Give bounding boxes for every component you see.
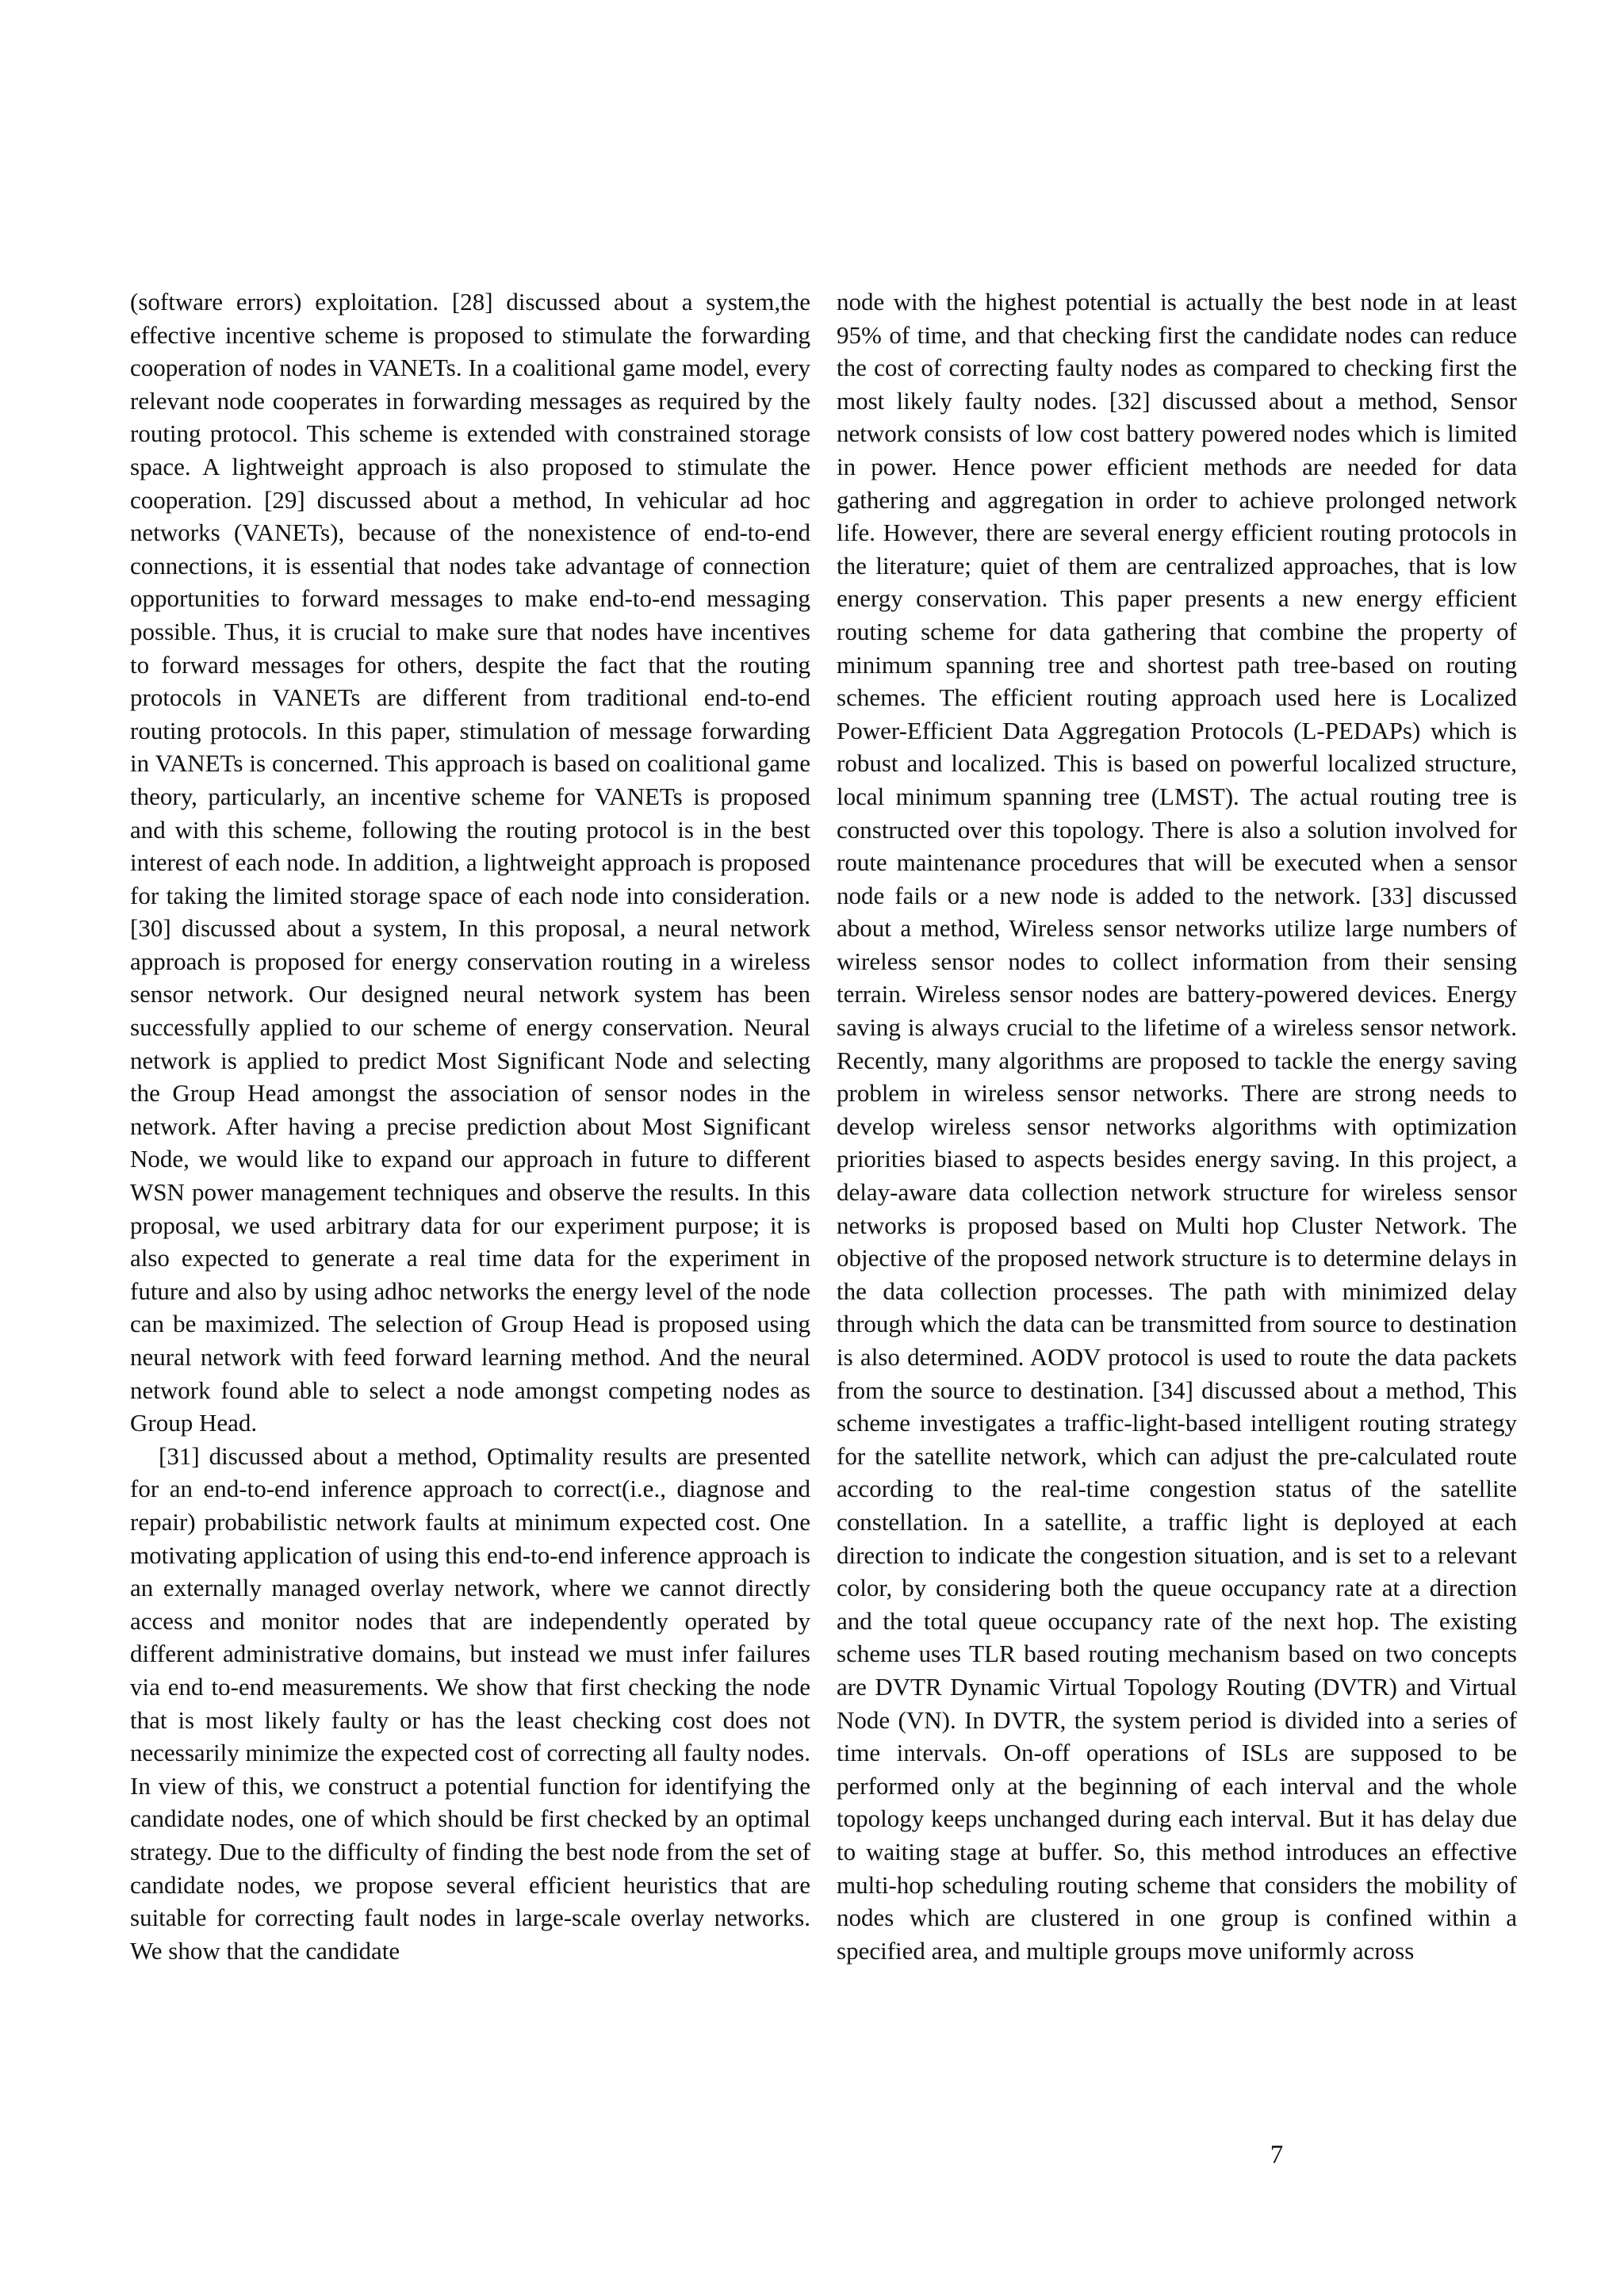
right-text-column bbox=[837, 285, 1517, 1967]
page-number: 7 bbox=[1270, 2141, 1284, 2169]
left-paragraph-1: (software errors) exploitation. [28] discussed about a system,the effective incentive scheme is proposed to stimulate the forwarding cooperation of nodes in VANETs. In a coalitional game model, every relevant node cooperates in forwarding messages as required by the routing protocol. This scheme is extended with constrained storage space. A lightweight approach is also proposed to stimulate the cooperation. [29] discussed about a method, In vehicular ad hoc networks (VANETs), because of the nonexistence of end-to-end connections, it is essential that nodes take advantage of connection opportunities to forward messages to make end-to-end messaging possible. Thus, it is crucial to make sure that nodes have incentives to forward messages for others, despite the fact that the routing protocols in VANETs are different from traditional end-to-end routing protocols. In this paper, stimulation of message forwarding in VANETs is concerned. This approach is based on coalitional game theory, particularly, an incentive scheme for VANETs is proposed and with this scheme, following the routing protocol is in the best interest of each node. In addition, a lightweight approach is proposed for taking the limited storage space of each node into consideration. [30] discussed about a system, In this proposal, a neural network approach is proposed for energy conservation routing in a wireless sensor network. Our designed neural network system has been successfully applied to our scheme of energy conservation. Neural network is applied to predict Most Significant Node and selecting the Group Head amongst the association of sensor nodes in the network. After having a precise prediction about Most Significant Node, we would like to expand our approach in future to different WSN power management techniques and observe the results. In this proposal, we used arbitrary data for our experiment purpose; it is also expected to generate a real time data for the experiment in future and also by using adhoc networks the energy level of the node can be maximized. The selection of Group Head is proposed using neural network with feed forward learning method. And the neural network found able to select a node amongst competing nodes as Group Head. bbox=[130, 288, 810, 1437]
left-paragraph-2: [31] discussed about a method, Optimality results are presented for an end-to-end inference approach to correct(i.e., diagnose and repair) probabilistic network faults at minimum expected cost. One motivating application of using this end-to-end inference approach is an externally managed overlay network, where we cannot directly access and monitor nodes that are independently operated by different administrative domains, but instead we must infer failures via end to-end measurements. We show that first checking the node that is most likely faulty or has the least checking cost does not necessarily minimize the expected cost of correcting all faulty nodes. In view of this, we construct a potential function for identifying the candidate nodes, one of which should be first checked by an optimal strategy. Due to the difficulty of finding the best node from the set of candidate nodes, we propose several efficient heuristics that are suitable for correcting fault nodes in large-scale overlay networks. We show that the candidate bbox=[130, 1441, 810, 1965]
right-paragraph-1: node with the highest potential is actually the best node in at least 95% of time, and that checking first the candidate nodes can reduce the cost of correcting faulty nodes as compared to checking first the most likely faulty nodes. [32] discussed about a method, Sensor network consists of low cost battery powered nodes which is limited in power. Hence power efficient methods are needed for data gathering and aggregation in order to achieve prolonged network life. However, there are several energy efficient routing protocols in the literature; quiet of them are centralized approaches, that is low energy conservation. This paper presents a new energy efficient routing scheme for data gathering that combine the property of minimum spanning tree and shortest path tree-based on routing schemes. The efficient routing approach used here is Localized Power-Efficient Data Aggregation Protocols (L-PEDAPs) which is robust and localized. This is based on powerful localized structure, local minimum spanning tree (LMST). The actual routing tree is constructed over this topology. There is also a solution involved for route maintenance procedures that will be executed when a sensor node fails or a new node is added to the network. [33] discussed about a method, Wireless sensor networks utilize large numbers of wireless sensor nodes to collect information from their sensing terrain. Wireless sensor nodes are battery-powered devices. Energy saving is always crucial to the lifetime of a wireless sensor network. Recently, many algorithms are proposed to tackle the energy saving problem in wireless sensor networks. There are strong needs to develop wireless sensor networks algorithms with optimization priorities biased to aspects besides energy saving. In this project, a delay-aware data collection network structure for wireless sensor networks is proposed based on Multi hop Cluster Network. The objective of the proposed network structure is to determine delays in the data collection processes. The path with minimized delay through which the data can be transmitted from source to destination is also determined. AODV protocol is used to route the data packets from the source to destination. [34] discussed about a method, This scheme investigates a traffic-light-based intelligent routing strategy for the satellite network, which can adjust the pre-calculated route according to the real-time congestion status of the satellite constellation. In a satellite, a traffic light is deployed at each direction to indicate the congestion situation, and is set to a relevant color, by considering both the queue occupancy rate at a direction and the total queue occupancy rate of the next hop. The existing scheme uses TLR based routing mechanism based on two concepts are DVTR Dynamic Virtual Topology Routing (DVTR) and Virtual Node (VN). In DVTR, the system period is divided into a series of time intervals. On-off operations of ISLs are supposed to be performed only at the beginning of each interval and the whole topology keeps unchanged during each interval. But it has delay due to waiting stage at buffer. So, this method introduces an effective multi-hop scheduling routing scheme that considers the mobility of nodes which are clustered in one group is confined within a specified area, and multiple groups move uniformly across bbox=[837, 288, 1517, 1965]
left-text-column bbox=[130, 285, 810, 1967]
